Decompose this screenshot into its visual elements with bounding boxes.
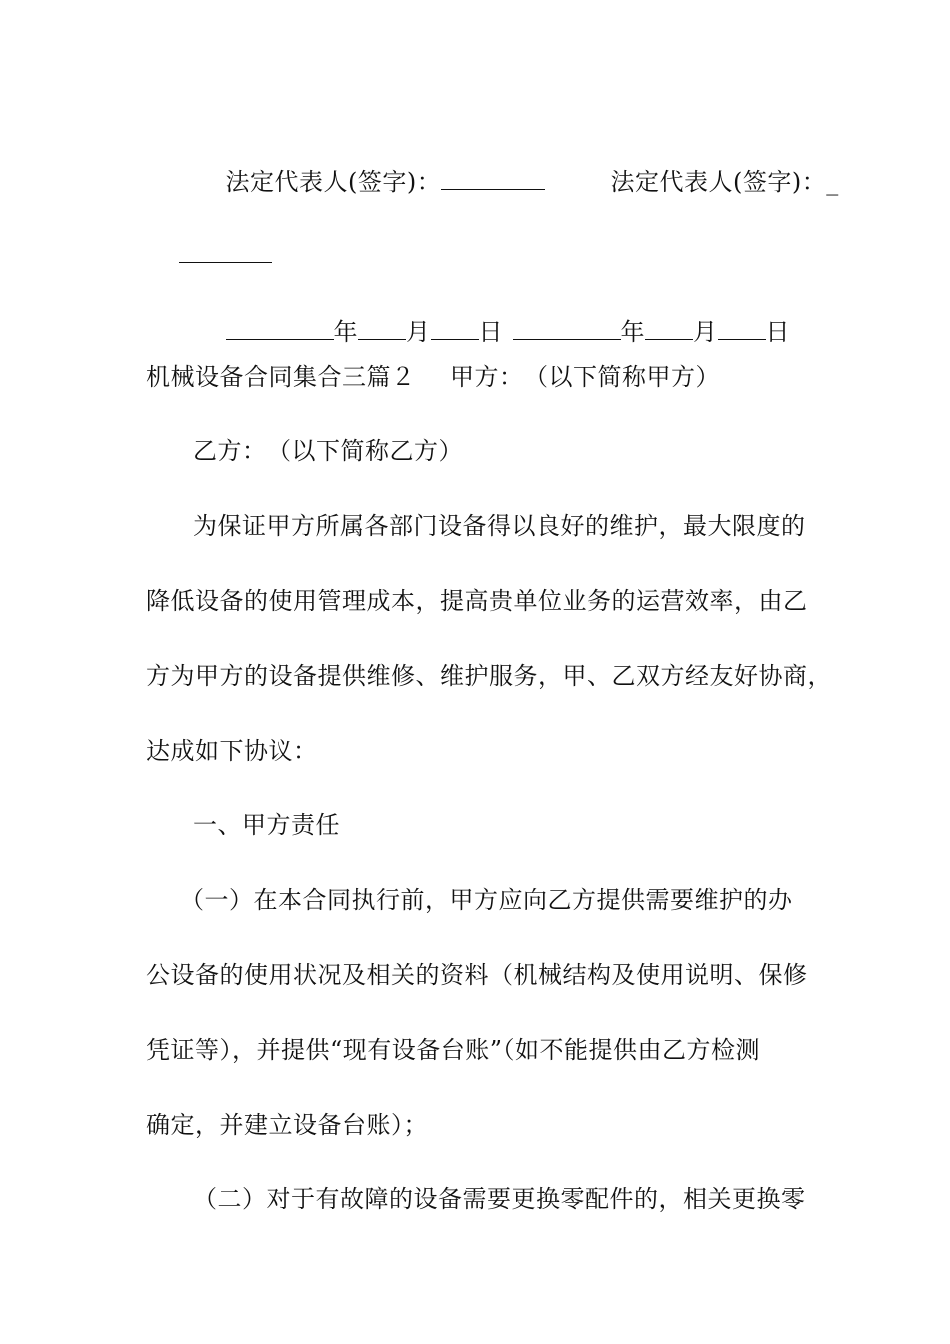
- date-b-month-blank: [645, 317, 693, 340]
- date-b-month-label: 月: [693, 318, 718, 346]
- section-heading: 一、甲方责任: [193, 811, 340, 839]
- party-a-line: 甲方： （以下简称甲方）: [450, 363, 720, 391]
- party-b-line: 乙方： （以下简称乙方）: [193, 437, 463, 465]
- date-a-day-blank: [431, 317, 479, 340]
- date-a-day-label: 日: [478, 318, 504, 346]
- party-b-signature-label: 法定代表人(签字)：: [610, 168, 827, 196]
- clause-line: 确定，并建立设备台账）；: [146, 1111, 428, 1139]
- clause-line: 公设备的使用状况及相关的资料（机械结构及使用说明、保修: [146, 961, 808, 989]
- paragraph-line: 降低设备的使用管理成本，提高贵单位业务的运营效率，由乙: [146, 587, 808, 615]
- clause-line: 凭证等），并提供“现有设备台账”（如不能提供由乙方检测: [146, 1036, 761, 1064]
- date-a-month-label: 月: [406, 318, 431, 346]
- date-b-year-blank: [513, 317, 621, 340]
- date-b-day-blank: [718, 317, 766, 340]
- party-a-signature-blank: [441, 167, 545, 190]
- date-a-year-label: 年: [333, 318, 359, 346]
- paragraph-line: 为保证甲方所属各部门设备得以良好的维护，最大限度的: [193, 512, 806, 540]
- party-b-signature-blank: [179, 240, 272, 263]
- party-b-signature-trailing: _: [826, 168, 839, 196]
- party-a-signature-label: 法定代表人(签字)：: [225, 168, 442, 196]
- date-a-year-blank: [226, 317, 334, 340]
- paragraph-line: 方为甲方的设备提供维修、维护服务，甲、乙双方经友好协商，: [146, 662, 832, 690]
- clause-line: （一）在本合同执行前，甲方应向乙方提供需要维护的办: [180, 886, 793, 914]
- paragraph-line: 达成如下协议：: [146, 737, 318, 765]
- clause-line: （二）对于有故障的设备需要更换零配件的，相关更换零: [193, 1185, 806, 1213]
- date-b-day-label: 日: [765, 318, 791, 346]
- party-b-signature: [578, 137, 839, 227]
- document-title: 机械设备合同集合三篇２: [146, 363, 416, 391]
- date-b-year-label: 年: [620, 318, 646, 346]
- date-a-month-blank: [358, 317, 406, 340]
